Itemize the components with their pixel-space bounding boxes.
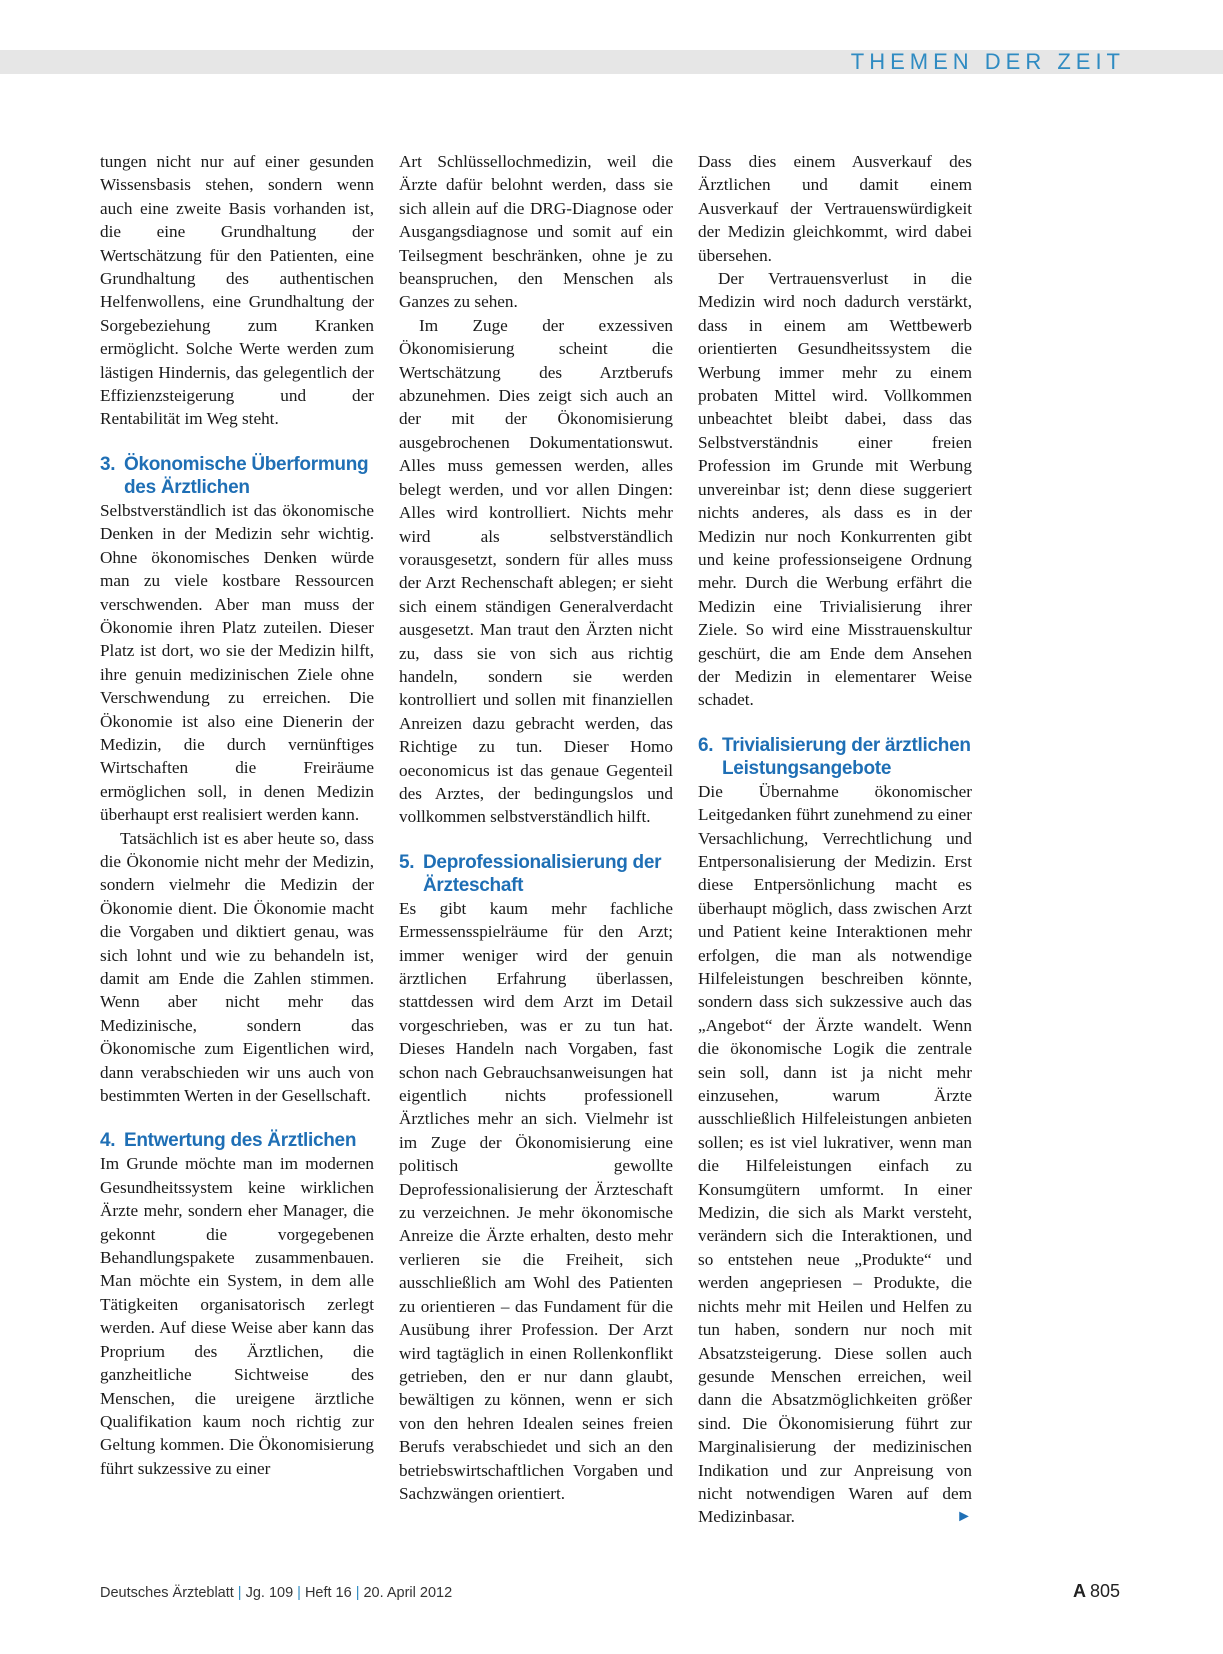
section-number: 4. bbox=[100, 1130, 116, 1152]
section-number: 6. bbox=[698, 734, 714, 756]
paragraph-text: Die Übernahme ökonomischer Leitgedanken führt zunehmend zu einer Versachlichung, Verrechtlichung und Entpersonalisierung der Medizin. Erst diese Entpersönlichung macht es überhaupt möglich, dass zwischen Arzt und Patient keine Interaktionen mehr erfolgen, die man als notwendige Hilfeleistungen beschreiben könnte, sondern dass sich sukzessive auch das „Angebot“ der Ärzte wandelt. Wenn die ökonomische Logik die zentrale sein soll, dann ist ja nicht mehr einzusehen, warum Ärzte ausschließlich Hilfeleistungen anbieten sollen; es ist viel lukrativer, wenn man die Hilfeleistungen einfach zu Konsumgütern umformt. In einer Medizin, die sich als Markt versteht, verändern sich die Interaktionen, und so entstehen neue „Produkte“ und werden angepriesen – Produkte, die nichts mehr mit Heilen und Helfen zu tun haben, sondern nur noch mit Absatzsteigerung. Diese sollen auch gesunde Menschen erreichen, weil dann die Absatzmöglichkeiten größer sind. Die Ökonomisierung führt zur Marginalisierung der medizinischen Indikation und zur Anpreisung von nicht notwendigen Waren auf dem Medizinbasar. bbox=[698, 781, 972, 1527]
body-paragraph bbox=[100, 827, 374, 1108]
section-label: THEMEN DER ZEIT bbox=[850, 49, 1125, 74]
section-heading-text: Entwertung des Ärztlichen bbox=[124, 1130, 357, 1152]
paragraph-text: Der Vertrauensverlust in die Medizin wird noch dadurch verstärkt, dass in einem am Wettbewerb orientierten Gesundheitssystem die Werbung immer mehr zu einem probaten Mittel wird. Vollkommen unbeachtet bleibt dabei, dass das Selbstverständnis einer freien Profession im Grunde mit Werbung unvereinbar ist; denn diese suggeriert nichts anderes, als dass es in der Medizin nur noch Konkurrenten gibt und keine professionseigene Ordnung mehr. Durch die Werbung erfährt die Medizin eine Trivialisierung ihrer Ziele. So wird eine Misstrauenskultur geschürt, die am Ende dem Ansehen der Medizin in elementarer Weise schadet. bbox=[698, 269, 972, 710]
paragraph-text: Art Schlüssellochmedizin, weil die Ärzte dafür belohnt werden, dass sie sich allein auf die DRG-Diagnose oder Ausgangsdiagnose und somit auf ein Teilsegment beschränken, ohne je zu beanspruchen, den Menschen als Ganzes zu sehen. bbox=[399, 152, 673, 312]
footer-citation bbox=[100, 1585, 452, 1601]
section-number: 5. bbox=[399, 851, 415, 873]
paragraph-text: Selbstverständlich ist das ökonomische Denken in der Medizin sehr wichtig. Ohne ökonomisches Denken würde man zu viele kostbare Ressourcen verschwenden. Aber man muss der Ökonomie ihren Platz zuteilen. Dieser Platz ist dort, wo sie der Medizin hilft, ihre genuin medizinischen Ziele ohne Verschwendung zu erreichen. Die Ökonomie ist also eine Dienerin der Medizin, die durch vernünftiges Wirtschaften die Freiräume ermöglichen soll, in denen Medizin überhaupt erst realisiert werden kann. bbox=[100, 500, 374, 825]
section-heading-text: Deprofessionalisierung der Ärzteschaft bbox=[423, 851, 662, 896]
continue-arrow-icon: ► bbox=[956, 1508, 972, 1526]
section-heading-text: Trivialisierung der ärztlichen Leistungsangebote bbox=[722, 734, 971, 779]
page-num: 805 bbox=[1089, 1581, 1120, 1601]
section-heading bbox=[399, 851, 673, 897]
paragraph-text: Im Grunde möchte man im modernen Gesundheitssystem keine wirklichen Ärzte mehr, sondern eher Manager, die gekonnt die vorgegebenen Behandlungspakete zusammenbauen. Man möchte ein System, in dem alle Tätigkeiten organisatorisch zerlegt werden. Auf diese Weise aber kann das Proprium des Ärztlichen, die ganzheitliche Sichtweise des Menschen, die ureigene ärztliche Qualifikation kaum noch richtig zur Geltung kommen. Die Ökonomisierung führt sukzessive zu einer bbox=[100, 1154, 374, 1478]
journal-volume: Jg. 109 bbox=[245, 1585, 294, 1601]
journal-date: 20. April 2012 bbox=[363, 1585, 453, 1601]
journal-issue: Heft 16 bbox=[304, 1585, 352, 1601]
section-heading bbox=[100, 453, 374, 499]
footer-separator: | bbox=[237, 1585, 242, 1601]
body-paragraph bbox=[100, 499, 374, 827]
body-paragraph bbox=[399, 314, 673, 829]
body-paragraph bbox=[399, 897, 673, 1506]
section-heading-text: Ökonomische Überformung des Ärztlichen bbox=[124, 453, 369, 498]
body-paragraph bbox=[100, 1152, 374, 1480]
section-heading bbox=[698, 734, 972, 780]
section-heading bbox=[100, 1129, 374, 1152]
body-paragraph bbox=[100, 150, 374, 431]
paragraph-text: Dass dies einem Ausverkauf des Ärztlichen und damit einem Ausverkauf der Vertrauenswürdigkeit der Medizin gleichkommt, wird dabei übersehen. bbox=[698, 152, 972, 265]
paragraph-text: Es gibt kaum mehr fachliche Ermessensspielräume für den Arzt; immer weniger wird der genuin ärztlichen Erfahrung überlassen, stattdessen wird dem Arzt im Detail vorgeschrieben, was er zu tun hat. Dieses Handeln nach Vorgaben, fast schon nach Gebrauchsanweisungen hat eigentlich nichts professionell Ärztliches mehr an sich. Vielmehr ist im Zuge der Ökonomisierung eine politisch gewollte Deprofessionalisierung der Ärzteschaft zu verzeichnen. Je mehr ökonomische Anreize die Ärzte erhalten, desto mehr verlieren sie die Freiheit, sich ausschließlich am Wohl des Patienten zu orientieren – das Fundament für die Ausübung ihrer Profession. Der Arzt wird tagtäglich in einen Rollenkonflikt getrieben, den er nur dann glaubt, bewältigen zu können, wenn er sich von den hehren Idealen seines freien Berufs verabschiedet und sich an den betriebswirtschaftlichen Vorgaben und Sachzwängen orientiert. bbox=[399, 898, 673, 1503]
page-prefix: A bbox=[1072, 1581, 1086, 1601]
footer-separator: | bbox=[297, 1585, 301, 1601]
body-paragraph bbox=[399, 150, 673, 314]
section-number: 3. bbox=[100, 453, 116, 475]
body-paragraph bbox=[698, 267, 972, 712]
body-paragraph bbox=[698, 150, 972, 267]
body-paragraph bbox=[698, 780, 972, 1529]
footer-separator: | bbox=[355, 1585, 360, 1601]
text-column-2 bbox=[399, 150, 673, 1505]
text-column-3 bbox=[698, 150, 972, 1529]
page-number bbox=[1073, 1581, 1120, 1602]
paragraph-text: tungen nicht nur auf einer gesunden Wissensbasis stehen, sondern wenn auch eine zweite Basis vorhanden ist, die eine Grundhaltung der Wertschätzung für den Patienten, eine Grundhaltung des authentischen Helfenwollens, eine Grundhaltung der Sorgebeziehung zum Kranken ermöglicht. Solche Werte werden zum lästigen Hindernis, das gelegentlich der Effizienzsteigerung und der Rentabilität im Weg steht. bbox=[100, 152, 374, 429]
paragraph-text: Tatsächlich ist es aber heute so, dass die Ökonomie nicht mehr der Medizin, sondern vielmehr die Medizin der Ökonomie dient. Die Ökonomie macht die Vorgaben und diktiert genau, was sich lohnt und wie zu behandeln ist, damit am Ende die Zahlen stimmen. Wenn aber nicht mehr das Medizinische, sondern das Ökonomische zum Eigentlichen wird, dann verabschieden wir uns auch von bestimmten Werten in der Gesellschaft. bbox=[100, 828, 374, 1106]
text-column-1 bbox=[100, 150, 374, 1480]
journal-name: Deutsches Ärzteblatt bbox=[100, 1585, 234, 1601]
paragraph-text: Im Zuge der exzessiven Ökonomisierung scheint die Wertschätzung des Arztberufs abzunehmen. Dies zeigt sich auch an der mit der Ökonomisierung ausgebrochenen Dokumentationswut. Alles muss gemessen werden, alles belegt werden, und vor allen Dingen: Alles wird kontrolliert. Nichts mehr wird als selbstverständlich vorausgesetzt, sondern für alles muss der Arzt Rechenschaft ablegen; er sieht sich einem ständigen Generalverdacht ausgesetzt. Man traut den Ärzten nicht zu, dass sie von sich aus richtig handeln, sondern sie werden kontrolliert und sollen mit finanziellen Anreizen dazu gebracht werden, das Richtige zu tun. Dieser Homo oeconomicus ist das genaue Gegenteil des Arztes, der bedingungslos und vollkommen selbstverständlich hilft. bbox=[399, 315, 673, 827]
